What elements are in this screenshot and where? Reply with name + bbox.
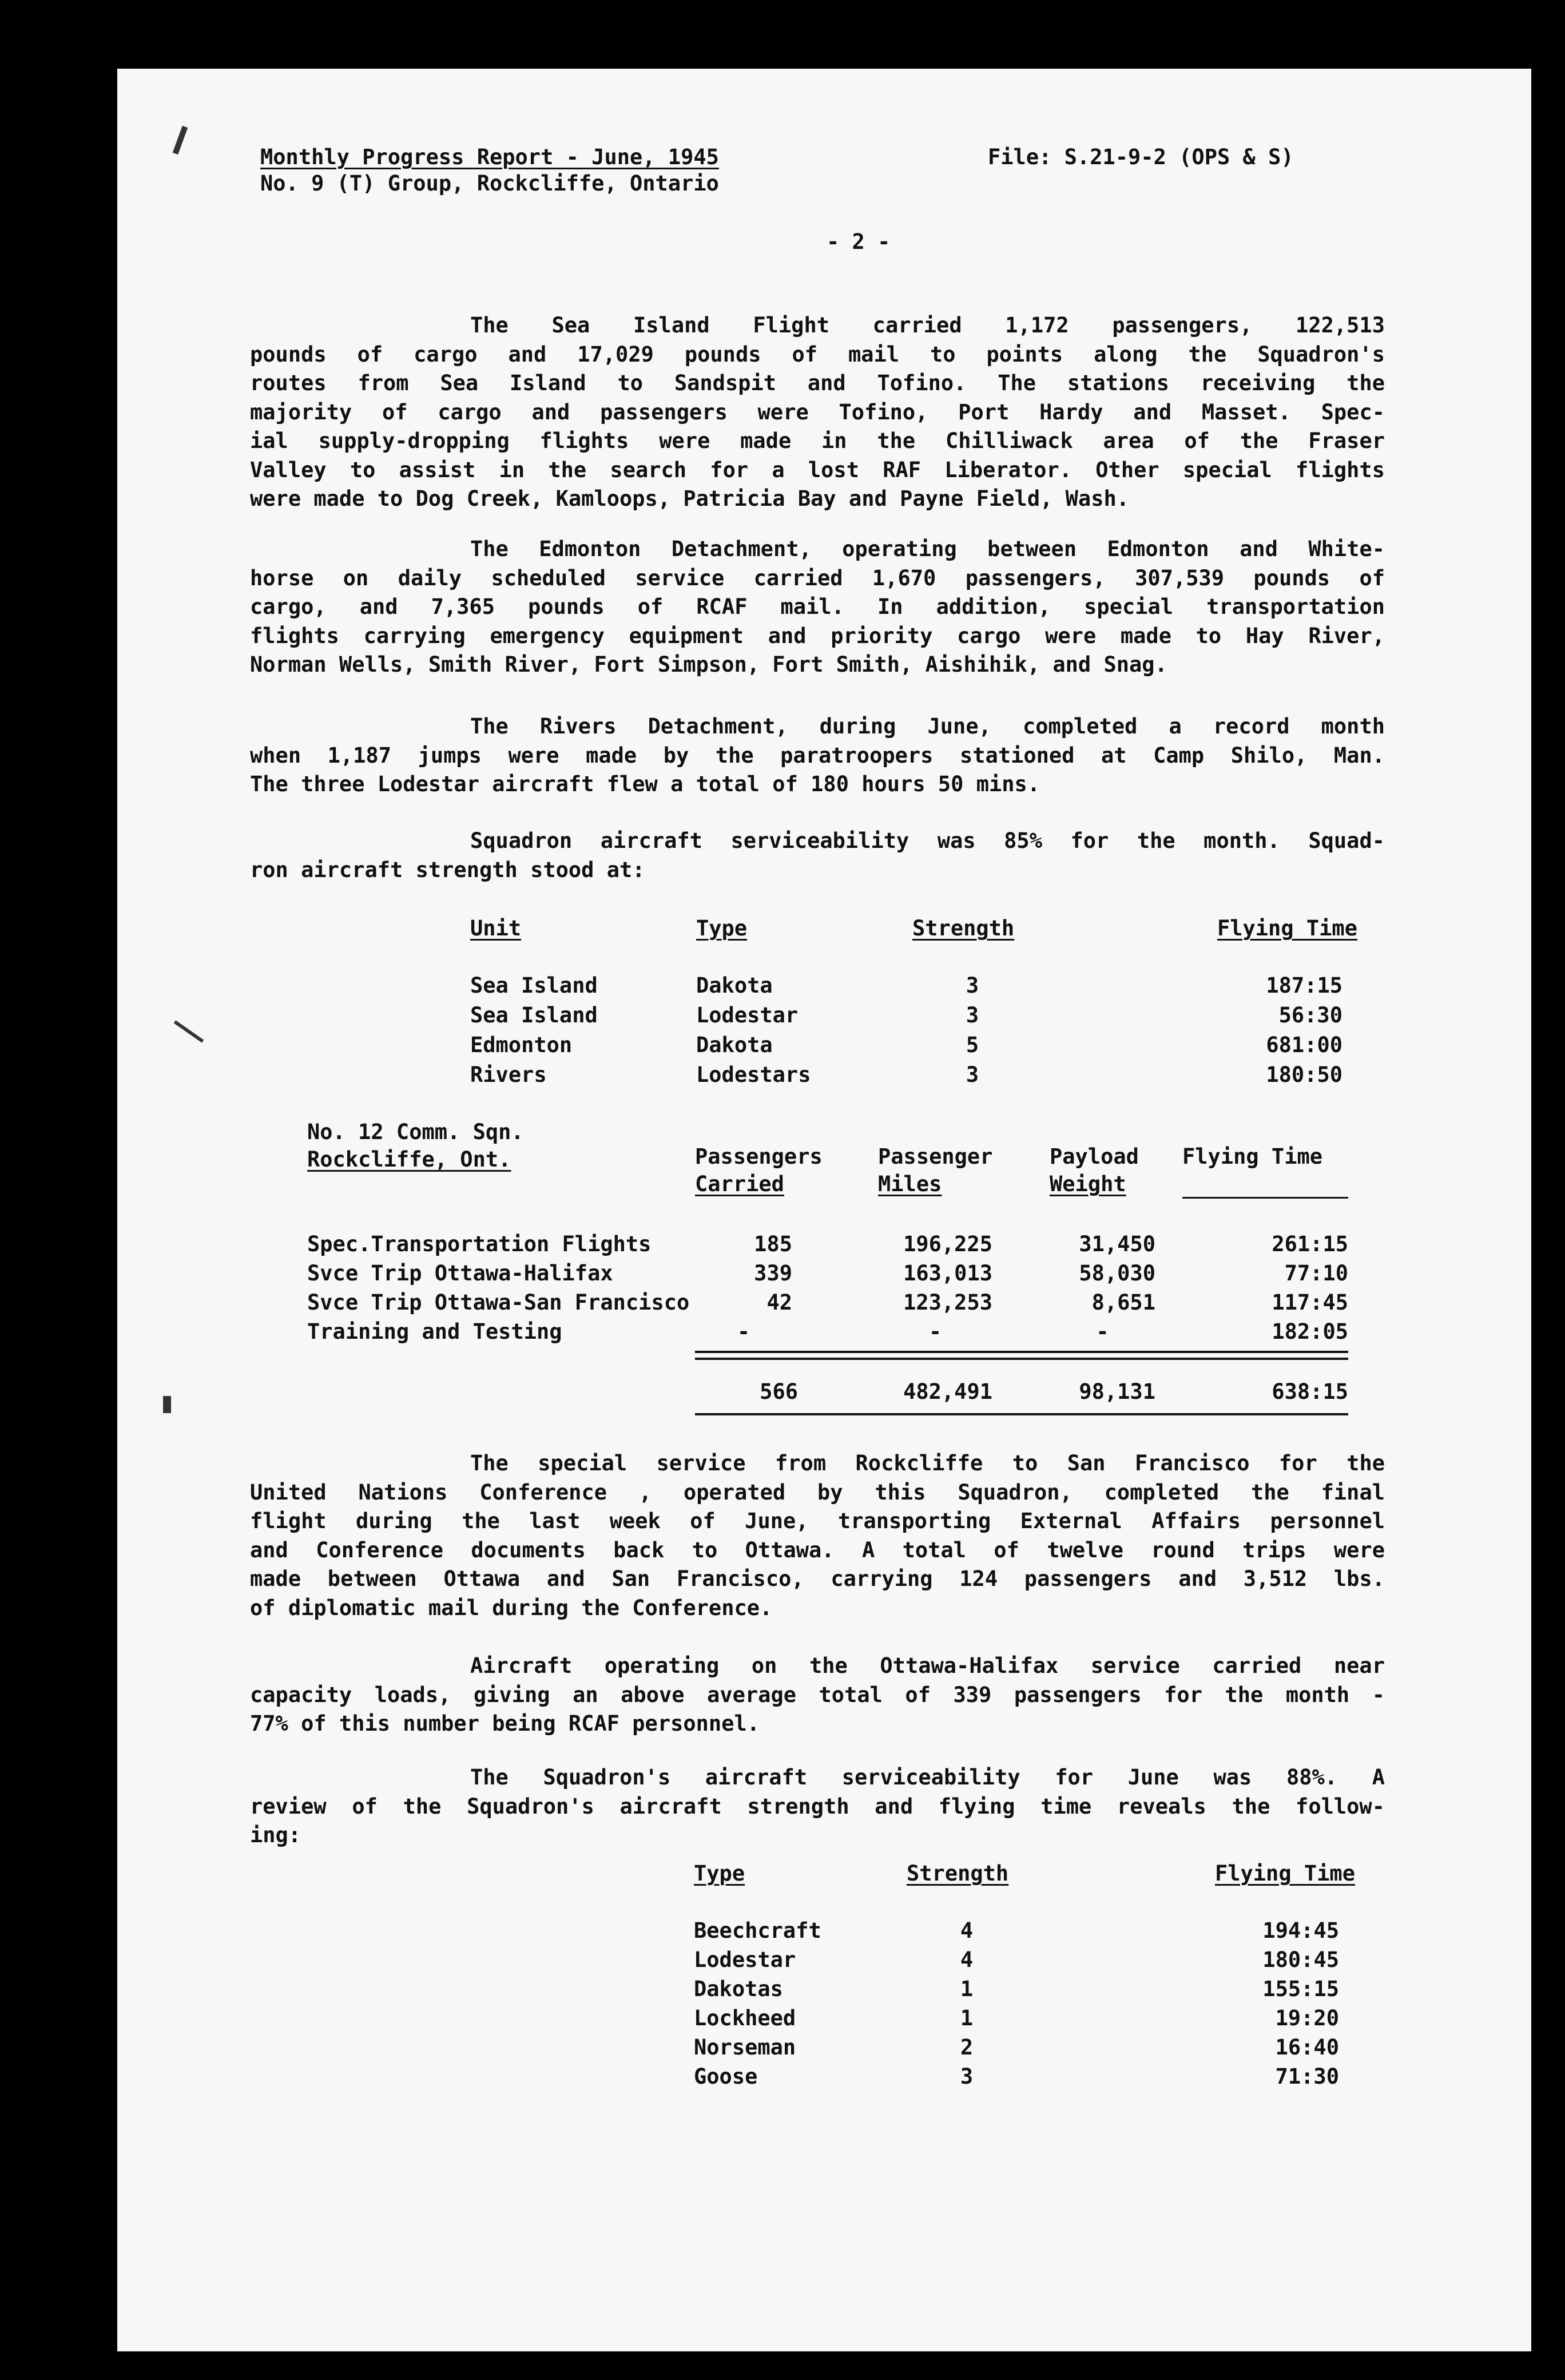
text-line: cargo, and 7,365 pounds of RCAF mail. In addition, special transportation	[250, 594, 1385, 619]
scan-mark	[174, 1020, 204, 1042]
text-line: 77% of this number being RCAF personnel.	[250, 1711, 760, 1736]
paragraph-halifax	[250, 1652, 1385, 1739]
text-line: Norman Wells, Smith River, Fort Simpson, Fort Smith, Aishihik, and Snag.	[250, 652, 1167, 677]
file-reference: File: S.21-9-2 (OPS & S)	[988, 145, 1294, 169]
table-cell: 8,651	[1091, 1290, 1155, 1315]
text-line: The Edmonton Detachment, operating between Edmonton and White-	[470, 537, 1385, 561]
paragraph-san-francisco	[250, 1449, 1385, 1623]
table-cell: -	[928, 1319, 942, 1344]
text-line: horse on daily scheduled service carried 1,670 passengers, 307,539 pounds of	[250, 565, 1385, 590]
scan-mark	[163, 1396, 171, 1413]
table-cell: Lodestars	[696, 1062, 811, 1087]
table-cell: Lockheed	[694, 2006, 796, 2030]
text-line: The three Lodestar aircraft flew a total of 180 hours 50 mins.	[250, 772, 1040, 796]
table-cell: -	[737, 1319, 750, 1344]
table-cell: Lodestar	[694, 1947, 796, 1972]
table-cell: 261:15	[1272, 1232, 1348, 1256]
text-line: routes from Sea Island to Sandspit and Tofino. The stations receiving the	[250, 371, 1385, 395]
table-cell: 182:05	[1272, 1319, 1348, 1344]
table-cell: Norseman	[694, 2035, 796, 2060]
table-cell: Beechcraft	[694, 1918, 821, 1943]
table-cell: Dakota	[696, 973, 773, 998]
column-header: Strength	[907, 1861, 1009, 1886]
header-underline	[1182, 1197, 1348, 1199]
table-cell: Sea Island	[470, 1003, 598, 1028]
table-cell: 187:15	[1266, 973, 1342, 998]
table-cell: 77:10	[1284, 1261, 1348, 1286]
paragraph-serviceability	[250, 827, 1385, 884]
text-line: The Squadron's aircraft serviceability for June was 88%. A	[470, 1765, 1385, 1790]
table-cell: 196,225	[903, 1232, 992, 1256]
column-header: Flying Time	[1214, 1861, 1355, 1886]
table-cell: 3	[966, 1003, 979, 1028]
paragraph-edmonton	[250, 535, 1385, 680]
text-line: The Rivers Detachment, during June, completed a record month	[470, 714, 1385, 739]
table-cell: 163,013	[903, 1261, 992, 1286]
table-cell: 3	[960, 2064, 974, 2089]
column-header: Carried	[695, 1172, 784, 1196]
table-cell: 1	[960, 1977, 974, 2001]
table-cell: 180:45	[1262, 1947, 1339, 1972]
table-cell: 4	[960, 1947, 974, 1972]
total-cell: 482,491	[903, 1379, 992, 1404]
table-cell: 1	[960, 2006, 974, 2030]
text-line: ron aircraft strength stood at:	[250, 857, 645, 882]
table-cell: Svce Trip Ottawa-Halifax	[307, 1261, 613, 1286]
table-cell: 117:45	[1272, 1290, 1348, 1315]
text-line: The special service from Rockcliffe to San Francisco for the	[470, 1451, 1385, 1475]
text-line: review of the Squadron's aircraft strength and flying time reveals the follow-	[250, 1794, 1385, 1819]
table-cell: Rivers	[470, 1062, 547, 1087]
table-cell: 5	[966, 1033, 979, 1057]
column-header: Type	[696, 916, 748, 941]
column-header: Type	[694, 1861, 745, 1886]
table-cell: 58,030	[1079, 1261, 1155, 1286]
page-number: - 2 -	[827, 229, 891, 254]
text-line: ial supply-dropping flights were made in the Chilliwack area of the Fraser	[250, 429, 1385, 453]
table-cell: Dakotas	[694, 1977, 783, 2001]
column-header: Flying Time	[1182, 1144, 1323, 1169]
total-cell: 566	[760, 1379, 798, 1404]
text-line: of diplomatic mail during the Conference.	[250, 1595, 773, 1620]
table-cell: Svce Trip Ottawa-San Francisco	[307, 1290, 690, 1315]
table-cell: -	[1096, 1319, 1109, 1344]
column-header: Payload	[1050, 1144, 1139, 1169]
table-cell: 56:30	[1278, 1003, 1342, 1028]
table-cell: 339	[754, 1261, 792, 1286]
table-cell: Goose	[694, 2064, 758, 2089]
text-line: Valley to assist in the search for a lost RAF Liberator. Other special flights	[250, 457, 1385, 482]
table-cell: Training and Testing	[307, 1319, 562, 1344]
document-page	[117, 69, 1531, 2351]
text-line: United Nations Conference , operated by this Squadron, completed the final	[250, 1479, 1385, 1505]
table-cell: 180:50	[1266, 1062, 1342, 1087]
text-line: made between Ottawa and San Francisco, carrying 124 passengers and 3,512 lbs.	[250, 1566, 1385, 1591]
total-underline	[695, 1413, 1348, 1415]
report-subtitle: No. 9 (T) Group, Rockcliffe, Ontario	[260, 171, 719, 196]
paragraph-review	[250, 1763, 1385, 1850]
table-cell: 2	[960, 2035, 974, 2060]
table-cell: 194:45	[1262, 1918, 1339, 1943]
text-line: and Conference documents back to Ottawa. A total of twelve round trips were	[250, 1537, 1385, 1562]
scan-mark	[173, 126, 188, 154]
text-line: flights carrying emergency equipment and priority cargo were made to Hay River,	[250, 623, 1385, 648]
paragraph-rivers	[250, 712, 1385, 799]
column-header: Unit	[470, 916, 522, 941]
table-cell: 123,253	[903, 1290, 992, 1315]
text-line: majority of cargo and passengers were Tofino, Port Hardy and Masset. Spec-	[250, 399, 1385, 425]
report-title: Monthly Progress Report - June, 1945	[260, 145, 719, 169]
total-cell: 638:15	[1272, 1379, 1348, 1404]
total-rule	[695, 1358, 1348, 1360]
table-cell: 3	[966, 1062, 979, 1087]
text-line: Squadron aircraft serviceability was 85% for the month. Squad-	[470, 828, 1385, 853]
table-cell: Edmonton	[470, 1033, 573, 1057]
text-line: Aircraft operating on the Ottawa-Halifax service carried near	[470, 1653, 1385, 1678]
total-rule	[695, 1351, 1348, 1353]
table-cell: Spec.Transportation Flights	[307, 1232, 652, 1256]
paragraph-sea-island	[250, 311, 1385, 514]
table-cell: 155:15	[1262, 1977, 1339, 2001]
table-cell: 31,450	[1079, 1232, 1155, 1256]
column-header: Flying Time	[1217, 916, 1357, 941]
table-cell: 42	[766, 1290, 792, 1315]
text-line: pounds of cargo and 17,029 pounds of mail to points along the Squadron's	[250, 342, 1385, 367]
table-cell: 19:20	[1275, 2006, 1339, 2030]
column-header: Passenger	[878, 1144, 993, 1169]
table-unit-label: No. 12 Comm. Sqn.	[307, 1120, 524, 1144]
total-cell: 98,131	[1079, 1379, 1155, 1404]
text-line: capacity loads, giving an above average total of 339 passengers for the month -	[250, 1682, 1385, 1707]
column-header: Strength	[912, 916, 1015, 941]
column-header: Miles	[878, 1172, 942, 1196]
text-line: flight during the last week of June, transporting External Affairs personnel	[250, 1509, 1385, 1533]
table-cell: 16:40	[1275, 2035, 1339, 2060]
text-line: ing:	[250, 1823, 301, 1847]
table-cell: 71:30	[1275, 2064, 1339, 2089]
table-cell: Dakota	[696, 1033, 773, 1057]
table-unit-sublabel: Rockcliffe, Ont.	[307, 1147, 511, 1172]
table-cell: Lodestar	[696, 1003, 799, 1028]
column-header: Passengers	[695, 1144, 823, 1169]
table-cell: 681:00	[1266, 1033, 1342, 1057]
table-cell: Sea Island	[470, 973, 598, 998]
column-header: Weight	[1050, 1172, 1126, 1196]
table-cell: 185	[754, 1232, 792, 1256]
text-line: were made to Dog Creek, Kamloops, Patricia Bay and Payne Field, Wash.	[250, 486, 1130, 511]
table-cell: 4	[960, 1918, 974, 1943]
table-cell: 3	[966, 973, 979, 998]
text-line: The Sea Island Flight carried 1,172 passengers, 122,513	[470, 313, 1385, 338]
text-line: when 1,187 jumps were made by the paratroopers stationed at Camp Shilo, Man.	[250, 743, 1385, 768]
